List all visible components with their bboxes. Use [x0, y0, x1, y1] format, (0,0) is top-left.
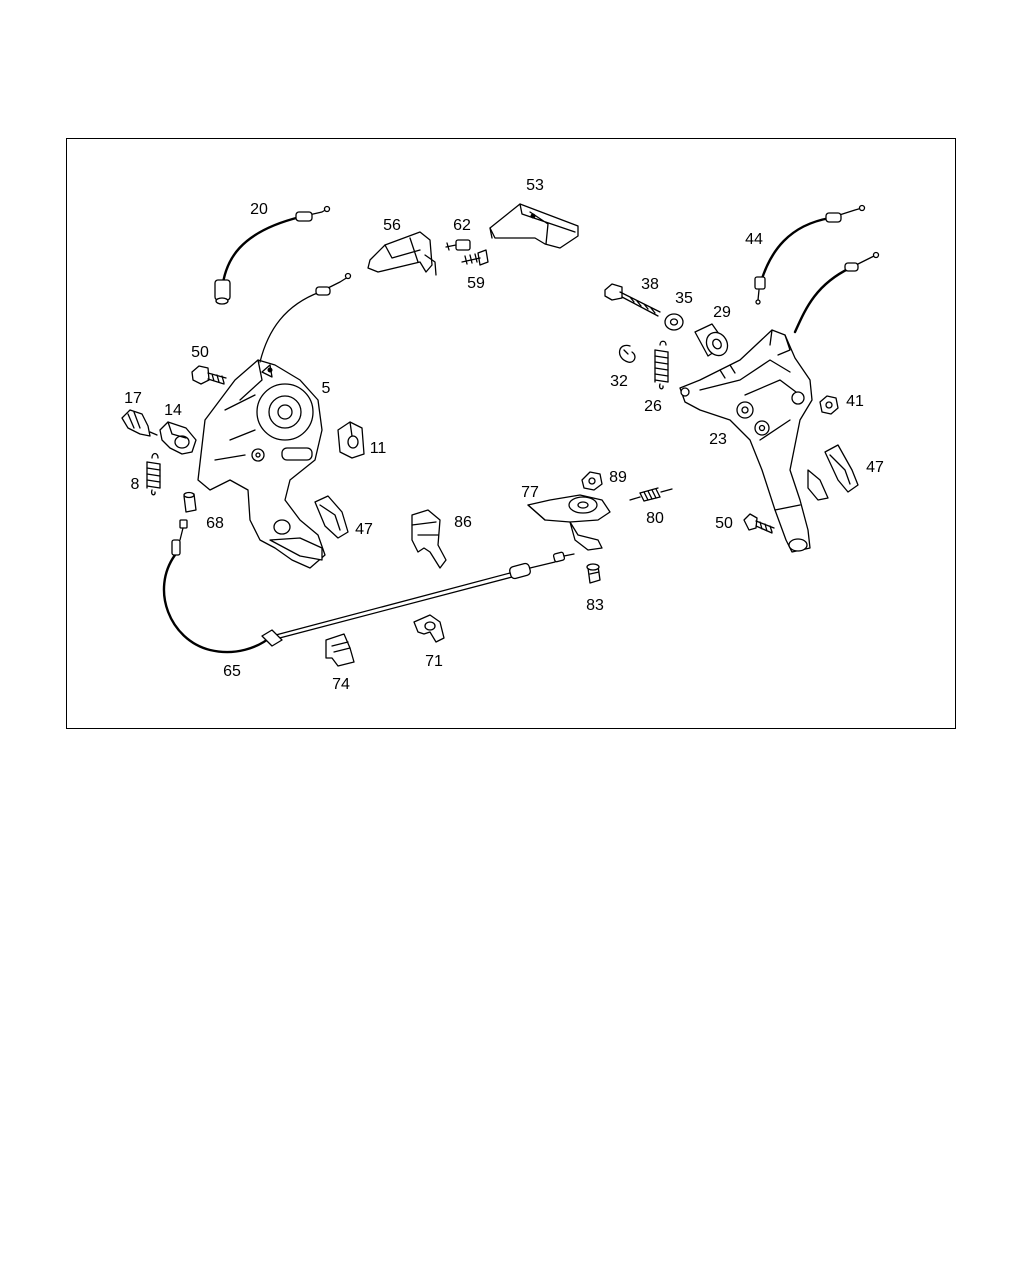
callout-68: 68	[206, 515, 224, 532]
part-11-block	[338, 422, 364, 458]
part-32-clip	[620, 345, 635, 362]
callout-11: 11	[369, 440, 387, 457]
part-65-cable	[164, 520, 574, 652]
callout-35: 35	[675, 290, 693, 307]
callout-47-left: 47	[355, 521, 373, 538]
callout-74: 74	[332, 676, 350, 693]
callout-83: 83	[586, 597, 604, 614]
part-26-spring	[655, 341, 668, 389]
part-89-nut	[582, 472, 602, 490]
part-80-spring	[630, 488, 672, 501]
part-50-bolt-right	[744, 514, 774, 533]
callout-26: 26	[644, 398, 662, 415]
callout-44: 44	[745, 231, 763, 248]
part-44-cable	[755, 206, 879, 333]
part-8-spring	[147, 454, 160, 495]
part-68-sleeve	[184, 493, 196, 513]
callout-71: 71	[425, 653, 443, 670]
part-86-holder	[412, 510, 446, 568]
part-5-cable	[260, 274, 351, 363]
callout-80: 80	[646, 510, 664, 527]
callout-17: 17	[124, 390, 142, 407]
callout-77: 77	[521, 484, 539, 501]
callout-23: 23	[709, 431, 727, 448]
callout-50-left: 50	[191, 344, 209, 361]
callout-20: 20	[250, 201, 268, 218]
part-71-clip	[414, 615, 444, 642]
callout-62: 62	[453, 217, 471, 234]
callout-59: 59	[467, 275, 485, 292]
callout-38: 38	[641, 276, 659, 293]
callout-56: 56	[383, 217, 401, 234]
part-83-bolt	[587, 564, 600, 583]
part-29-bushing	[695, 324, 732, 359]
part-53-plate	[490, 204, 578, 248]
part-17-clip	[122, 410, 157, 436]
part-47-pedal-pad-left	[315, 496, 348, 538]
part-77-bracket	[528, 495, 610, 550]
callout-50-right: 50	[715, 515, 733, 532]
callout-29: 29	[713, 304, 731, 321]
part-20-cable	[215, 207, 330, 305]
part-41-nut	[820, 396, 838, 414]
part-50-bolt-left	[192, 366, 226, 384]
callout-89: 89	[609, 469, 627, 486]
part-74-clamp	[326, 634, 354, 666]
callout-47-right: 47	[866, 459, 884, 476]
callout-32: 32	[610, 373, 628, 390]
callout-65: 65	[223, 663, 241, 680]
callout-5: 5	[321, 380, 331, 397]
callout-41: 41	[846, 393, 864, 410]
part-59-bolt	[462, 250, 488, 265]
part-47-pedal-pad-right	[825, 445, 858, 492]
callout-53: 53	[526, 177, 544, 194]
part-35-washer	[665, 314, 683, 330]
callout-86: 86	[454, 514, 472, 531]
part-62-bolt	[446, 240, 470, 250]
part-14-bracket	[160, 422, 196, 454]
part-5-pedal-assembly	[198, 360, 325, 568]
callout-14: 14	[164, 402, 182, 419]
part-56-bracket	[368, 232, 436, 275]
callout-8: 8	[130, 476, 140, 493]
